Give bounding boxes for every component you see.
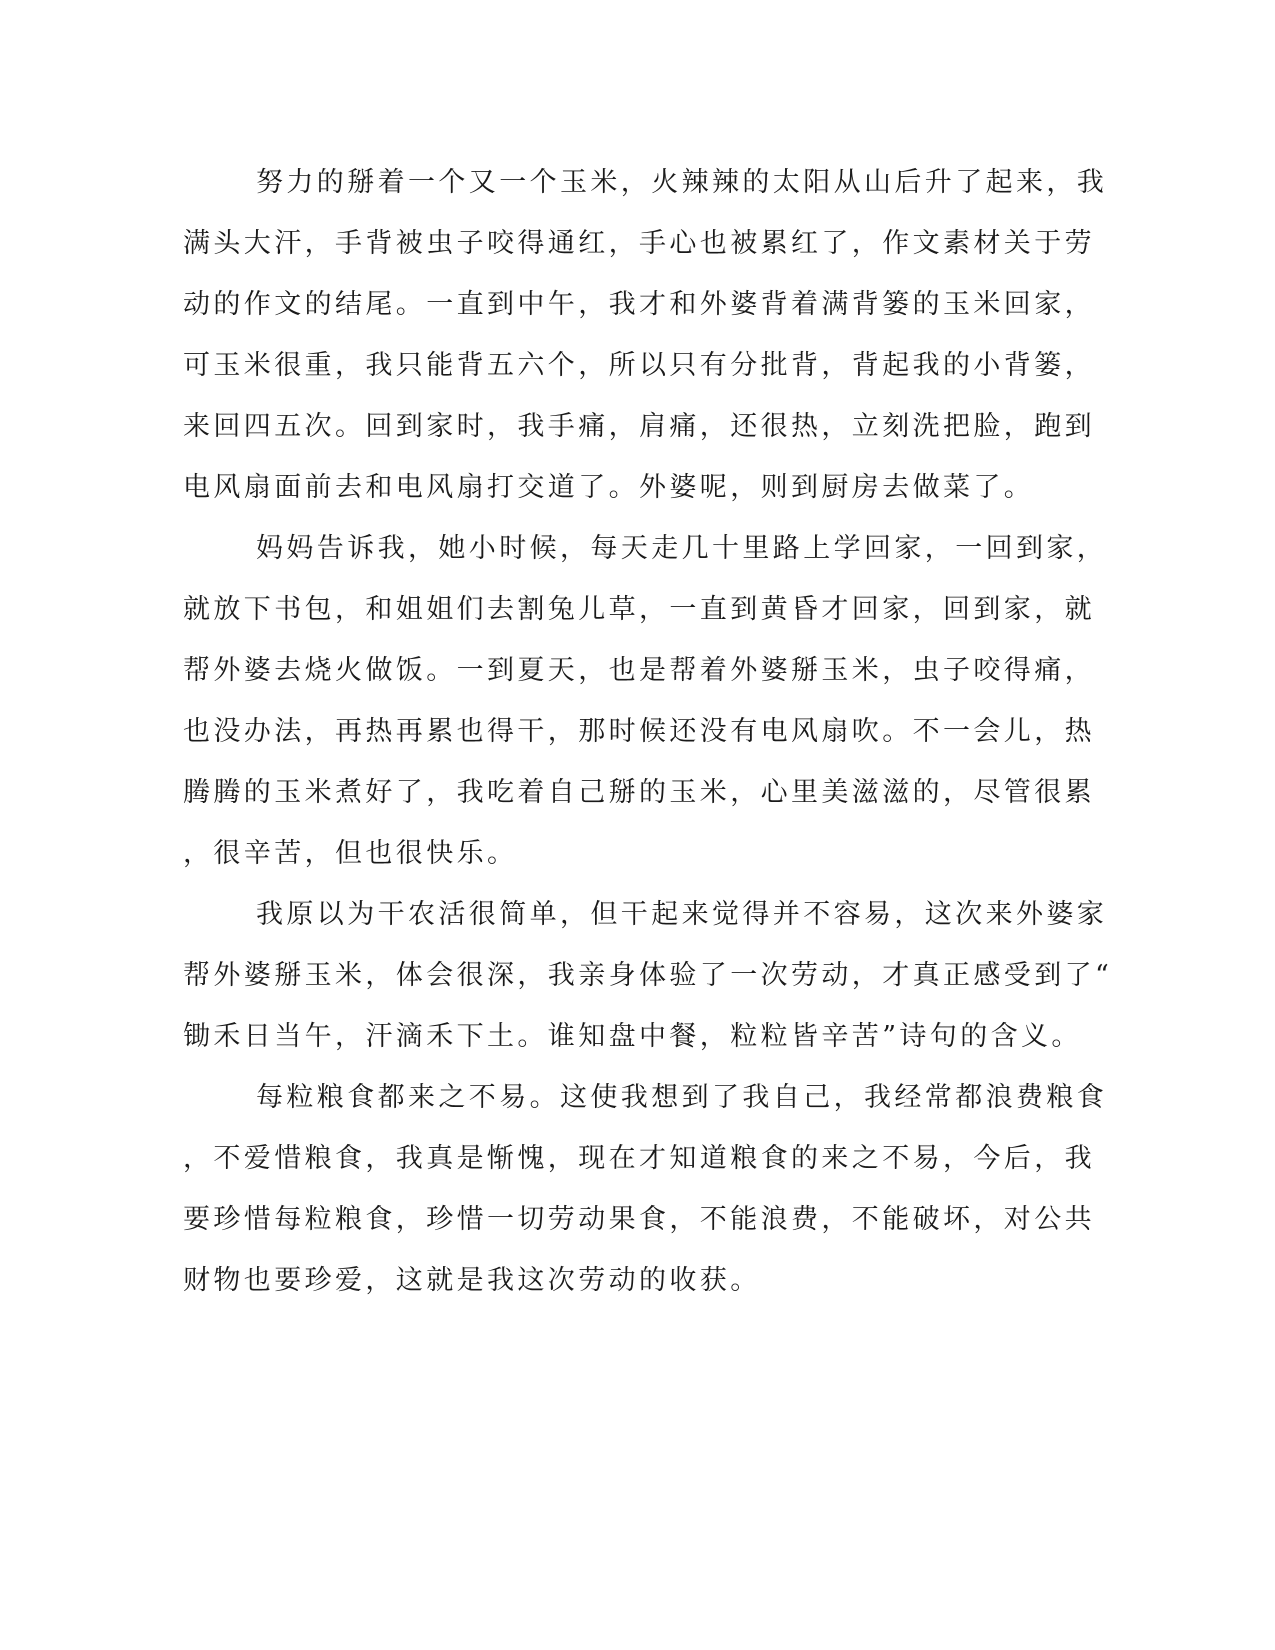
text-line: ，很辛苦，但也很快乐。	[183, 838, 518, 869]
text-line: 可玉米很重，我只能背五六个，所以只有分批背，背起我的小背篓，	[183, 350, 1095, 381]
text-line: 每粒粮食都来之不易。这使我想到了我自己，我经常都浪费粮食	[256, 1082, 1108, 1113]
text-line: 妈妈告诉我，她小时候，每天走几十里路上学回家，一回到家，	[256, 533, 1108, 564]
text-line: 帮外婆掰玉米，体会很深，我亲身体验了一次劳动，才真正感受到了“	[183, 960, 1113, 991]
text-line: 我原以为干农活很简单，但干起来觉得并不容易，这次来外婆家	[256, 899, 1108, 930]
text-line: 就放下书包，和姐姐们去割兔儿草，一直到黄昏才回家，回到家，就	[183, 594, 1095, 625]
document-body	[183, 152, 1113, 1311]
text-line: 动的作文的结尾。一直到中午，我才和外婆背着满背篓的玉米回家，	[183, 289, 1095, 320]
text-line: 锄禾日当午，汗滴禾下土。谁知盘中餐，粒粒皆辛苦”诗句的含义。	[183, 1021, 1082, 1052]
text-line: 也没办法，再热再累也得干，那时候还没有电风扇吹。不一会儿，热	[183, 716, 1095, 747]
text-line: 来回四五次。回到家时，我手痛，肩痛，还很热，立刻洗把脸，跑到	[183, 411, 1095, 442]
text-line: 帮外婆去烧火做饭。一到夏天，也是帮着外婆掰玉米，虫子咬得痛，	[183, 655, 1095, 686]
text-line: 财物也要珍爱，这就是我这次劳动的收获。	[183, 1265, 761, 1296]
text-line: 满头大汗，手背被虫子咬得通红，手心也被累红了，作文素材关于劳	[183, 228, 1095, 259]
text-line: 努力的掰着一个又一个玉米，火辣辣的太阳从山后升了起来，我	[256, 167, 1108, 198]
text-line: 腾腾的玉米煮好了，我吃着自己掰的玉米，心里美滋滋的，尽管很累	[183, 777, 1095, 808]
text-line: 要珍惜每粒粮食，珍惜一切劳动果食，不能浪费，不能破坏，对公共	[183, 1204, 1095, 1235]
text-line: ，不爱惜粮食，我真是惭愧，现在才知道粮食的来之不易，今后，我	[183, 1143, 1095, 1174]
text-line: 电风扇面前去和电风扇打交道了。外婆呢，则到厨房去做菜了。	[183, 472, 1035, 503]
